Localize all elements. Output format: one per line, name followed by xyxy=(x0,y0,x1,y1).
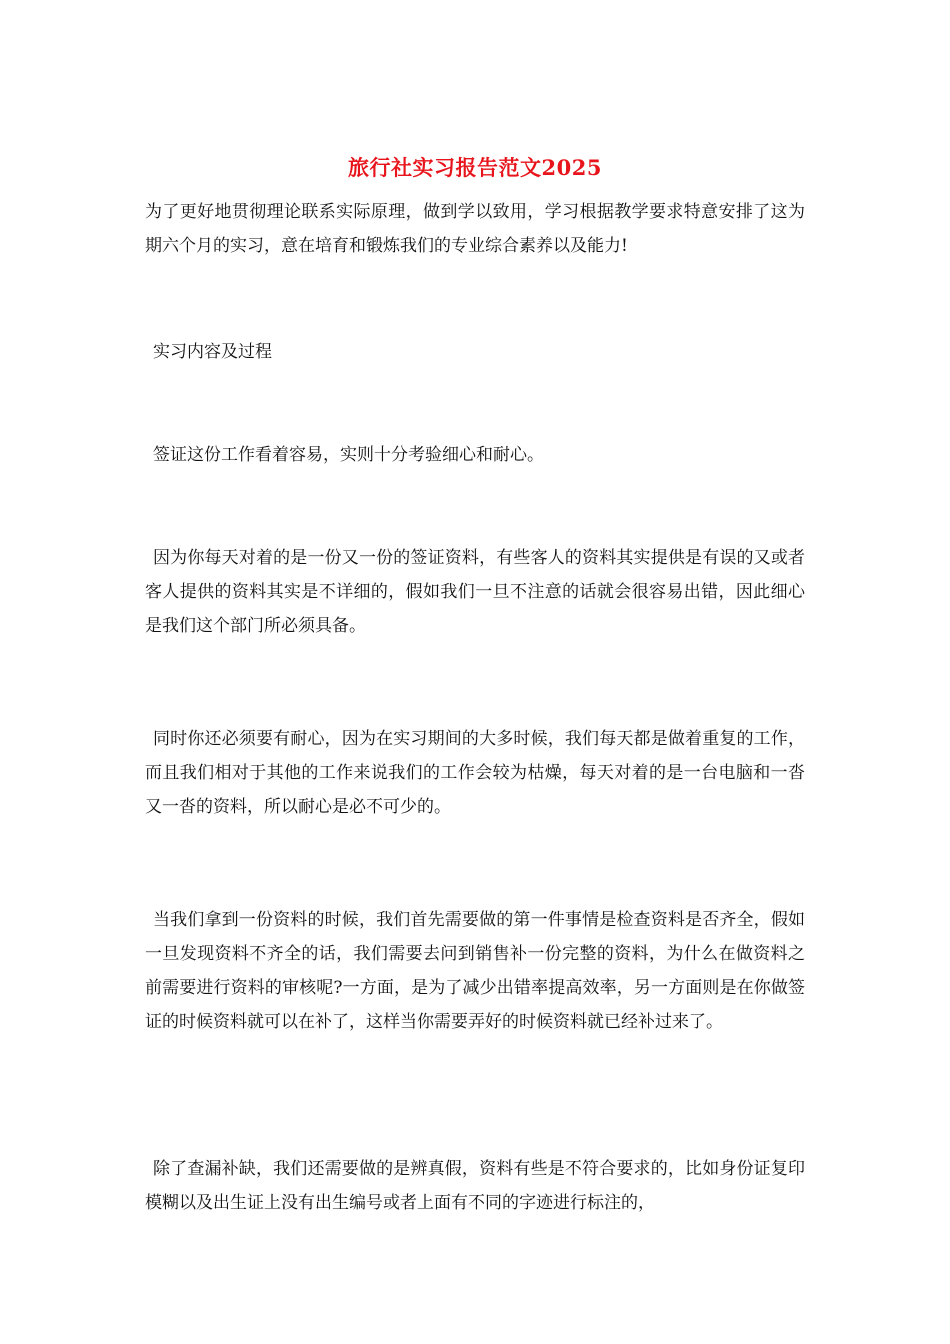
section-heading: 实习内容及过程 xyxy=(153,342,272,362)
paragraph-intro: 为了更好地贯彻理论联系实际原理，做到学以致用，学习根据教学要求特意安排了这为期六个月的实习，意在培育和锻炼我们的专业综合素养以及能力! xyxy=(145,202,805,256)
document-title: 旅行社实习报告范文2025 xyxy=(348,155,602,180)
paragraph: 签证这份工作看着容易，实则十分考验细心和耐心。 xyxy=(153,445,544,465)
paragraph: 因为你每天对着的是一份又一份的签证资料，有些客人的资料其实提供是有误的又或者客人提供的资料其实是不详细的，假如我们一旦不注意的话就会很容易出错，因此细心是我们这个部门所必须具备。 xyxy=(145,548,805,636)
paragraph: 同时你还必须要有耐心，因为在实习期间的大多时候，我们每天都是做着重复的工作，而且我们相对于其他的工作来说我们的工作会较为枯燥，每天对着的是一台电脑和一沓又一沓的资料，所以耐心是必不可少的。 xyxy=(145,729,805,817)
paragraph: 除了查漏补缺，我们还需要做的是辨真假，资料有些是不符合要求的，比如身份证复印模糊以及出生证上没有出生编号或者上面有不同的字迹进行标注的， xyxy=(145,1159,805,1213)
paragraph: 当我们拿到一份资料的时候，我们首先需要做的第一件事情是检查资料是否齐全，假如一旦发现资料不齐全的话，我们需要去问到销售补一份完整的资料，为什么在做资料之前需要进行资料的审核呢?一方面，是为了减少出错率提高效率，另一方面则是在你做签证的时候资料就可以在补了，这样当你需要弄好的时候资料就已经补过来了。 xyxy=(145,910,805,1032)
